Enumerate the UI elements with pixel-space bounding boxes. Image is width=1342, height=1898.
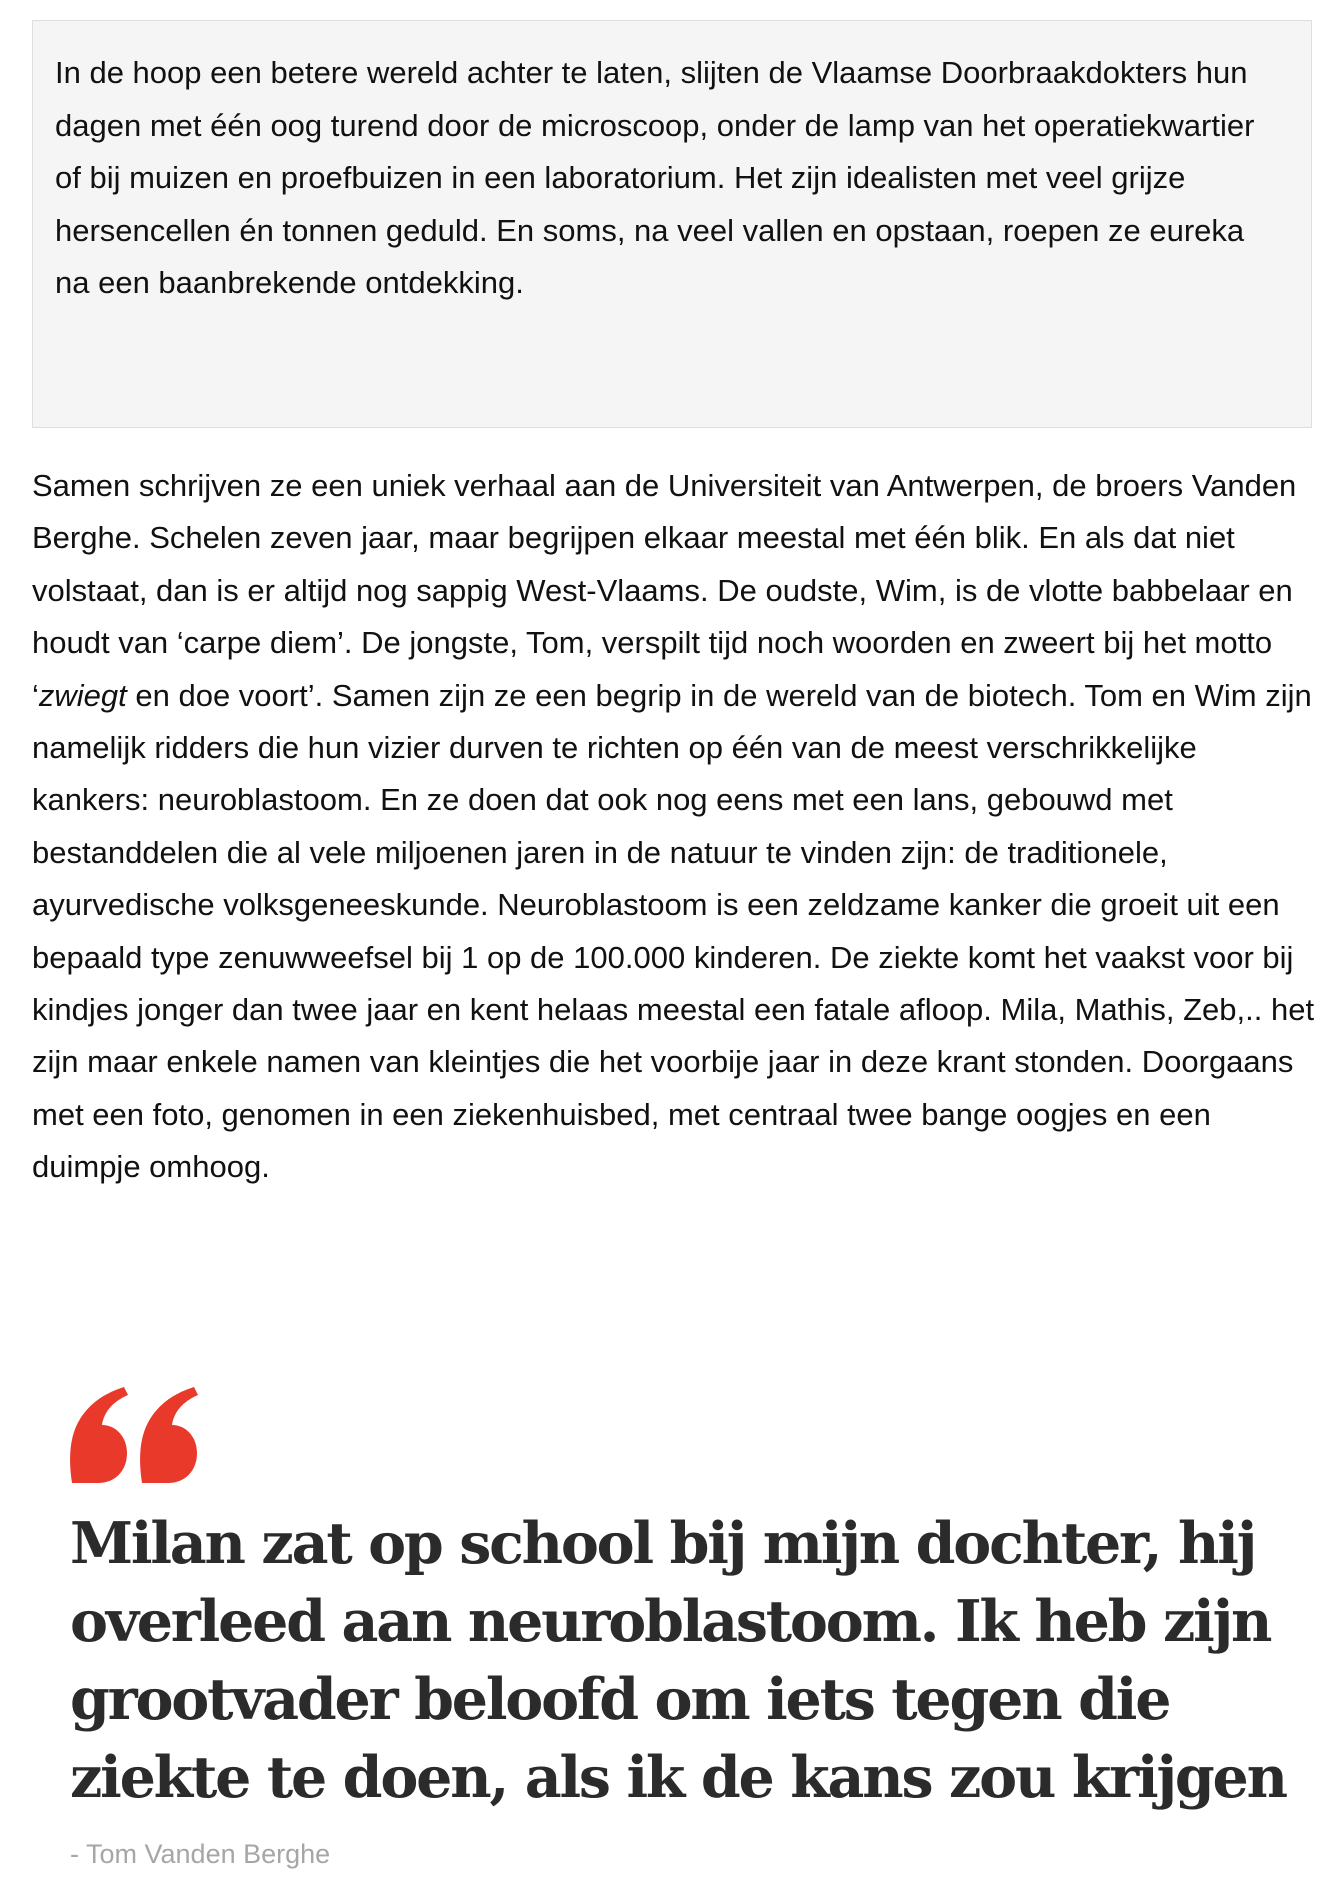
intro-box [32,20,1312,428]
quote-mark-icon [70,1385,200,1483]
article-paragraph [32,460,1322,1194]
article-text-part1: Samen schrijven ze een uniek verhaal aan de Universiteit van Antwerpen, de broers Vanden Berghe. Schelen zeven jaar, maar begrijpen elkaar meestal met één blik. En als dat niet volstaat, dan is er altijd nog sappig West-Vlaams. De oudste, Wim, is de vlotte babbelaar en houdt van ‘carpe diem’. De jongste, Tom, verspilt tijd noch woorden en zweert bij het motto ‘ [32,468,1297,713]
article-text-part2: en doe voort’. Samen zijn ze een begrip in de wereld van de biotech. Tom en Wim zijn namelijk ridders die hun vizier durven te richten op één van de meest verschrikkelijke kankers: neuroblastoom. En ze doen dat ook nog eens met een lans, gebouwd met bestanddelen die al vele miljoenen jaren in de natuur te vinden zijn: de traditionele, ayurvedische volksgeneeskunde. Neuroblastoom is een zeldzame kanker die groeit uit een bepaald type zenuwweefsel bij 1 op de 100.000 kinderen. De ziekte komt het vaakst voor bij kindjes jonger dan twee jaar en kent helaas meestal een fatale afloop. Mila, Mathis, Zeb,.. het zijn maar enkele namen van kleintjes die het voorbije jaar in deze krant stonden. Doorgaans met een foto, genomen in een ziekenhuisbed, met centraal twee bange oogjes en een duimpje omhoog. [32,677,1315,1185]
intro-text: In de hoop een betere wereld achter te laten, slijten de Vlaamse Doorbraakdokters hun dagen met één oog turend door de microscoop, onder de lamp van het operatiekwartier of bij muizen en proefbuizen in een laboratorium. Het zijn idealisten met veel grijze hersencellen én tonnen geduld. En soms, na veel vallen en opstaan, roepen ze eureka na een baanbrekende ontdekking. [55,55,1255,300]
article-emphasis: zwiegt [38,677,127,713]
quote-text: Milan zat op school bij mijn dochter, hij overleed aan neuroblastoom. Ik heb zijn grootvader beloofd om iets tegen die ziekte te doen, als ik de kans zou krijgen [70,1510,1286,1811]
pull-quote [70,1385,1310,1871]
quote-author: - Tom Vanden Berghe [70,1839,331,1869]
